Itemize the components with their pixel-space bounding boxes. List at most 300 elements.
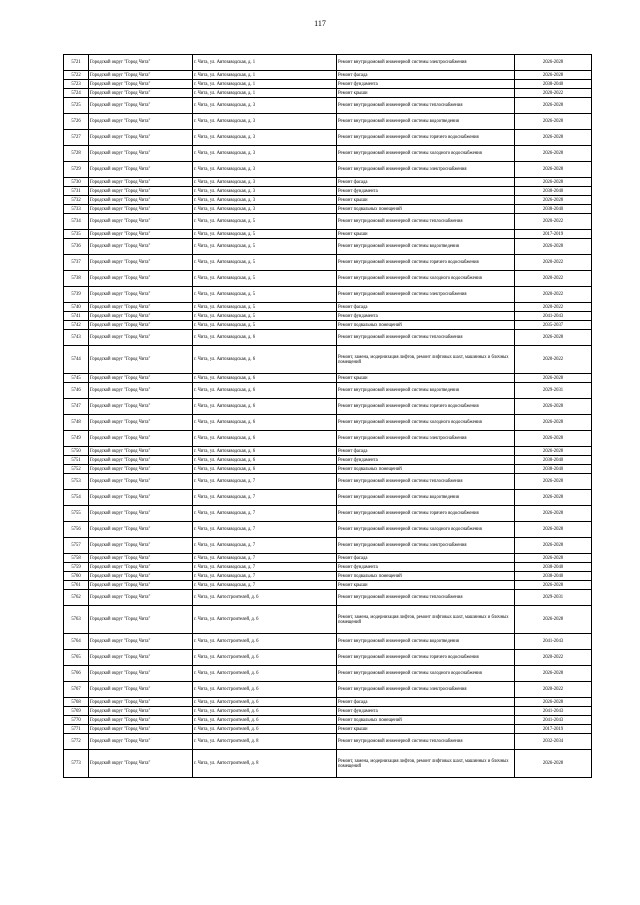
row-number: 5755	[64, 506, 89, 522]
row-number: 5751	[64, 456, 89, 465]
page-number: 117	[314, 19, 326, 28]
address-cell: г. Чита, ул. Автозаводская, д. 6	[193, 415, 337, 431]
period-cell: 2029-2031	[515, 590, 592, 606]
table-row	[64, 506, 592, 522]
municipality-cell: Городской округ "Город Чита"	[89, 522, 193, 538]
period-cell: 2026-2028	[515, 538, 592, 554]
row-number: 5745	[64, 374, 89, 383]
municipality-cell: Городской округ "Город Чита"	[89, 239, 193, 255]
municipality-cell: Городской округ "Город Чита"	[89, 321, 193, 330]
address-cell: г. Чита, ул. Автозаводская, д. 7	[193, 563, 337, 572]
period-cell: 2020-2022	[515, 214, 592, 230]
table-row	[64, 239, 592, 255]
work-type-cell: Ремонт крыши	[337, 725, 515, 734]
address-cell: г. Чита, ул. Автозаводская, д. 3	[193, 205, 337, 214]
work-type-cell: Ремонт внутридомовой инженерной системы горячего водоснабжения	[337, 399, 515, 415]
municipality-cell: Городской округ "Город Чита"	[89, 707, 193, 716]
table-row	[64, 456, 592, 465]
row-number: 5762	[64, 590, 89, 606]
work-type-cell: Ремонт внутридомовой инженерной системы холодного водоснабжения	[337, 415, 515, 431]
row-number: 5733	[64, 205, 89, 214]
row-number: 5725	[64, 98, 89, 114]
period-cell: 2026-2028	[515, 522, 592, 538]
work-type-cell: Ремонт крыши	[337, 89, 515, 98]
address-cell: г. Чита, ул. Автозаводская, д. 5	[193, 303, 337, 312]
row-number: 5749	[64, 431, 89, 447]
municipality-cell: Городской округ "Город Чита"	[89, 303, 193, 312]
address-cell: г. Чита, ул. Автостроителей, д. 6	[193, 707, 337, 716]
period-cell: 2026-2028	[515, 239, 592, 255]
municipality-cell: Городской округ "Город Чита"	[89, 506, 193, 522]
row-number: 5766	[64, 666, 89, 682]
period-cell: 2026-2028	[515, 330, 592, 346]
address-cell: г. Чита, ул. Автозаводская, д. 1	[193, 80, 337, 89]
table-row	[64, 321, 592, 330]
table-row	[64, 98, 592, 114]
period-cell: 2026-2028	[515, 666, 592, 682]
municipality-cell: Городской округ "Город Чита"	[89, 98, 193, 114]
address-cell: г. Чита, ул. Автозаводская, д. 3	[193, 130, 337, 146]
period-cell: 2026-2028	[515, 431, 592, 447]
work-type-cell: Ремонт внутридомовой инженерной системы горячего водоснабжения	[337, 650, 515, 666]
work-type-cell: Ремонт внутридомовой инженерной системы горячего водоснабжения	[337, 130, 515, 146]
work-type-cell: Ремонт внутридомовой инженерной системы водоотведения	[337, 490, 515, 506]
period-cell: 2020-2022	[515, 346, 592, 374]
table-row	[64, 114, 592, 130]
row-number: 5740	[64, 303, 89, 312]
period-cell: 2020-2022	[515, 255, 592, 271]
period-cell: 2038-2040	[515, 563, 592, 572]
table-row	[64, 415, 592, 431]
row-number: 5759	[64, 563, 89, 572]
row-number: 5741	[64, 312, 89, 321]
municipality-cell: Городской округ "Город Чита"	[89, 431, 193, 447]
table-row	[64, 271, 592, 287]
municipality-cell: Городской округ "Город Чита"	[89, 399, 193, 415]
row-number: 5721	[64, 55, 89, 71]
row-number: 5722	[64, 71, 89, 80]
row-number: 5752	[64, 465, 89, 474]
period-cell: 2035-2037	[515, 321, 592, 330]
table-row	[64, 196, 592, 205]
municipality-cell: Городской округ "Город Чита"	[89, 71, 193, 80]
work-type-cell: Ремонт внутридомовой инженерной системы водоотведения	[337, 634, 515, 650]
address-cell: г. Чита, ул. Автозаводская, д. 7	[193, 490, 337, 506]
work-type-cell: Ремонт внутридомовой инженерной системы теплоснабжения	[337, 474, 515, 490]
period-cell: 2026-2028	[515, 146, 592, 162]
address-cell: г. Чита, ул. Автозаводская, д. 5	[193, 255, 337, 271]
table-row	[64, 178, 592, 187]
table-row	[64, 666, 592, 682]
address-cell: г. Чита, ул. Автозаводская, д. 6	[193, 465, 337, 474]
table-row	[64, 287, 592, 303]
table-row	[64, 71, 592, 80]
address-cell: г. Чита, ул. Автозаводская, д. 3	[193, 146, 337, 162]
address-cell: г. Чита, ул. Автозаводская, д. 7	[193, 554, 337, 563]
municipality-cell: Городской округ "Город Чита"	[89, 255, 193, 271]
address-cell: г. Чита, ул. Автозаводская, д. 7	[193, 572, 337, 581]
address-cell: г. Чита, ул. Автозаводская, д. 1	[193, 89, 337, 98]
work-type-cell: Ремонт фундамента	[337, 312, 515, 321]
municipality-cell: Городской округ "Город Чита"	[89, 162, 193, 178]
row-number: 5738	[64, 271, 89, 287]
municipality-cell: Городской округ "Город Чита"	[89, 178, 193, 187]
work-type-cell: Ремонт внутридомовой инженерной системы электроснабжения	[337, 287, 515, 303]
row-number: 5746	[64, 383, 89, 399]
address-cell: г. Чита, ул. Автозаводская, д. 6	[193, 447, 337, 456]
period-cell: 2038-2040	[515, 456, 592, 465]
row-number: 5747	[64, 399, 89, 415]
row-number: 5765	[64, 650, 89, 666]
period-cell: 2041-2043	[515, 716, 592, 725]
period-cell: 2026-2028	[515, 506, 592, 522]
work-type-cell: Ремонт внутридомовой инженерной системы теплоснабжения	[337, 590, 515, 606]
municipality-cell: Городской округ "Город Чита"	[89, 230, 193, 239]
period-cell: 2026-2028	[515, 490, 592, 506]
municipality-cell: Городской округ "Город Чита"	[89, 287, 193, 303]
row-number: 5767	[64, 682, 89, 698]
municipality-cell: Городской округ "Город Чита"	[89, 447, 193, 456]
table-row	[64, 346, 592, 374]
address-cell: г. Чита, ул. Автозаводская, д. 6	[193, 431, 337, 447]
table-row	[64, 634, 592, 650]
table-row	[64, 255, 592, 271]
period-cell: 2026-2028	[515, 606, 592, 634]
row-number: 5763	[64, 606, 89, 634]
address-cell: г. Чита, ул. Автостроителей, д. 6	[193, 634, 337, 650]
address-cell: г. Чита, ул. Автозаводская, д. 3	[193, 178, 337, 187]
row-number: 5770	[64, 716, 89, 725]
period-cell: 2038-2040	[515, 465, 592, 474]
address-cell: г. Чита, ул. Автозаводская, д. 5	[193, 271, 337, 287]
municipality-cell: Городской округ "Город Чита"	[89, 554, 193, 563]
work-type-cell: Ремонт внутридомовой инженерной системы теплоснабжения	[337, 98, 515, 114]
table-row	[64, 55, 592, 71]
work-type-cell: Ремонт внутридомовой инженерной системы электроснабжения	[337, 55, 515, 71]
period-cell: 2017-2019	[515, 230, 592, 239]
period-cell: 2026-2028	[515, 114, 592, 130]
address-cell: г. Чита, ул. Автозаводская, д. 6	[193, 383, 337, 399]
municipality-cell: Городской округ "Город Чита"	[89, 271, 193, 287]
table-row	[64, 312, 592, 321]
row-number: 5750	[64, 447, 89, 456]
municipality-cell: Городской округ "Город Чита"	[89, 89, 193, 98]
row-number: 5734	[64, 214, 89, 230]
municipality-cell: Городской округ "Город Чита"	[89, 716, 193, 725]
row-number: 5761	[64, 581, 89, 590]
work-type-cell: Ремонт подвальных помещений	[337, 716, 515, 725]
work-type-cell: Ремонт фундамента	[337, 563, 515, 572]
table-row	[64, 205, 592, 214]
table-row	[64, 698, 592, 707]
row-number: 5773	[64, 750, 89, 778]
work-type-cell: Ремонт крыши	[337, 581, 515, 590]
works-table	[63, 54, 592, 778]
row-number: 5743	[64, 330, 89, 346]
table-row	[64, 130, 592, 146]
address-cell: г. Чита, ул. Автозаводская, д. 7	[193, 506, 337, 522]
period-cell: 2029-2031	[515, 383, 592, 399]
work-type-cell: Ремонт, замена, модернизация лифтов, ремонт лифтовых шахт, машинных и блочных помещений	[337, 606, 515, 634]
table-row	[64, 146, 592, 162]
row-number: 5757	[64, 538, 89, 554]
table-row	[64, 374, 592, 383]
municipality-cell: Городской округ "Город Чита"	[89, 682, 193, 698]
address-cell: г. Чита, ул. Автостроителей, д. 6	[193, 716, 337, 725]
period-cell: 2020-2022	[515, 303, 592, 312]
work-type-cell: Ремонт внутридомовой инженерной системы теплоснабжения	[337, 330, 515, 346]
address-cell: г. Чита, ул. Автозаводская, д. 1	[193, 55, 337, 71]
row-number: 5769	[64, 707, 89, 716]
municipality-cell: Городской округ "Город Чита"	[89, 383, 193, 399]
period-cell: 2020-2022	[515, 271, 592, 287]
work-type-cell: Ремонт фасада	[337, 178, 515, 187]
table-row	[64, 734, 592, 750]
period-cell: 2017-2019	[515, 725, 592, 734]
municipality-cell: Городской округ "Город Чита"	[89, 465, 193, 474]
work-type-cell: Ремонт, замена, модернизация лифтов, ремонт лифтовых шахт, машинных и блочных помещений	[337, 346, 515, 374]
municipality-cell: Городской округ "Город Чита"	[89, 415, 193, 431]
address-cell: г. Чита, ул. Автозаводская, д. 6	[193, 330, 337, 346]
address-cell: г. Чита, ул. Автостроителей, д. 6	[193, 666, 337, 682]
table-row	[64, 187, 592, 196]
address-cell: г. Чита, ул. Автозаводская, д. 7	[193, 522, 337, 538]
address-cell: г. Чита, ул. Автозаводская, д. 1	[193, 71, 337, 80]
address-cell: г. Чита, ул. Автозаводская, д. 3	[193, 196, 337, 205]
work-type-cell: Ремонт внутридомовой инженерной системы электроснабжения	[337, 538, 515, 554]
work-type-cell: Ремонт внутридомовой инженерной системы горячего водоснабжения	[337, 506, 515, 522]
address-cell: г. Чита, ул. Автозаводская, д. 5	[193, 287, 337, 303]
municipality-cell: Городской округ "Город Чита"	[89, 474, 193, 490]
table-row	[64, 89, 592, 98]
row-number: 5756	[64, 522, 89, 538]
work-type-cell: Ремонт внутридомовой инженерной системы водоотведения	[337, 239, 515, 255]
row-number: 5744	[64, 346, 89, 374]
municipality-cell: Городской округ "Город Чита"	[89, 606, 193, 634]
work-type-cell: Ремонт внутридомовой инженерной системы холодного водоснабжения	[337, 666, 515, 682]
table-row	[64, 162, 592, 178]
municipality-cell: Городской округ "Город Чита"	[89, 650, 193, 666]
address-cell: г. Чита, ул. Автостроителей, д. 8	[193, 734, 337, 750]
table-row	[64, 80, 592, 89]
table-row	[64, 431, 592, 447]
row-number: 5729	[64, 162, 89, 178]
municipality-cell: Городской округ "Город Чита"	[89, 734, 193, 750]
period-cell: 2020-2022	[515, 287, 592, 303]
municipality-cell: Городской округ "Город Чита"	[89, 581, 193, 590]
table-row	[64, 563, 592, 572]
municipality-cell: Городской округ "Город Чита"	[89, 214, 193, 230]
table-row	[64, 572, 592, 581]
row-number: 5726	[64, 114, 89, 130]
row-number: 5771	[64, 725, 89, 734]
table-row	[64, 447, 592, 456]
table-row	[64, 303, 592, 312]
work-type-cell: Ремонт подвальных помещений	[337, 205, 515, 214]
address-cell: г. Чита, ул. Автозаводская, д. 5	[193, 312, 337, 321]
municipality-cell: Городской округ "Город Чита"	[89, 312, 193, 321]
row-number: 5758	[64, 554, 89, 563]
work-type-cell: Ремонт внутридомовой инженерной системы электроснабжения	[337, 682, 515, 698]
work-type-cell: Ремонт фундамента	[337, 80, 515, 89]
address-cell: г. Чита, ул. Автозаводская, д. 6	[193, 456, 337, 465]
work-type-cell: Ремонт подвальных помещений	[337, 465, 515, 474]
table-row	[64, 330, 592, 346]
work-type-cell: Ремонт фасада	[337, 71, 515, 80]
period-cell: 2026-2028	[515, 178, 592, 187]
period-cell: 2026-2028	[515, 750, 592, 778]
work-type-cell: Ремонт фасада	[337, 447, 515, 456]
row-number: 5728	[64, 146, 89, 162]
period-cell: 2026-2028	[515, 474, 592, 490]
period-cell: 2026-2028	[515, 698, 592, 707]
address-cell: г. Чита, ул. Автозаводская, д. 5	[193, 214, 337, 230]
municipality-cell: Городской округ "Город Чита"	[89, 130, 193, 146]
municipality-cell: Городской округ "Город Чита"	[89, 563, 193, 572]
table-row	[64, 554, 592, 563]
work-type-cell: Ремонт внутридомовой инженерной системы холодного водоснабжения	[337, 271, 515, 287]
municipality-cell: Городской округ "Город Чита"	[89, 346, 193, 374]
work-type-cell: Ремонт внутридомовой инженерной системы теплоснабжения	[337, 734, 515, 750]
table-row	[64, 581, 592, 590]
municipality-cell: Городской округ "Город Чита"	[89, 374, 193, 383]
period-cell: 2026-2028	[515, 399, 592, 415]
work-type-cell: Ремонт внутридомовой инженерной системы горячего водоснабжения	[337, 255, 515, 271]
municipality-cell: Городской округ "Город Чита"	[89, 114, 193, 130]
table-row	[64, 725, 592, 734]
row-number: 5735	[64, 230, 89, 239]
table-row	[64, 230, 592, 239]
period-cell: 2041-2043	[515, 634, 592, 650]
table-row	[64, 474, 592, 490]
address-cell: г. Чита, ул. Автозаводская, д. 7	[193, 538, 337, 554]
address-cell: г. Чита, ул. Автозаводская, д. 3	[193, 187, 337, 196]
address-cell: г. Чита, ул. Автозаводская, д. 7	[193, 474, 337, 490]
period-cell: 2038-2040	[515, 187, 592, 196]
work-type-cell: Ремонт крыши	[337, 374, 515, 383]
row-number: 5742	[64, 321, 89, 330]
table-row	[64, 590, 592, 606]
address-cell: г. Чита, ул. Автозаводская, д. 5	[193, 321, 337, 330]
municipality-cell: Городской округ "Город Чита"	[89, 634, 193, 650]
period-cell: 2020-2022	[515, 650, 592, 666]
municipality-cell: Городской округ "Город Чита"	[89, 55, 193, 71]
municipality-cell: Городской округ "Город Чита"	[89, 196, 193, 205]
period-cell: 2038-2040	[515, 572, 592, 581]
address-cell: г. Чита, ул. Автостроителей, д. 6	[193, 606, 337, 634]
work-type-cell: Ремонт крыши	[337, 196, 515, 205]
municipality-cell: Городской округ "Город Чита"	[89, 590, 193, 606]
period-cell: 2032-2034	[515, 734, 592, 750]
municipality-cell: Городской округ "Город Чита"	[89, 330, 193, 346]
municipality-cell: Городской округ "Город Чита"	[89, 572, 193, 581]
address-cell: г. Чита, ул. Автозаводская, д. 3	[193, 98, 337, 114]
period-cell: 2026-2028	[515, 581, 592, 590]
address-cell: г. Чита, ул. Автозаводская, д. 5	[193, 230, 337, 239]
period-cell: 2038-2040	[515, 80, 592, 89]
period-cell: 2041-2043	[515, 707, 592, 716]
row-number: 5731	[64, 187, 89, 196]
address-cell: г. Чита, ул. Автостроителей, д. 6	[193, 682, 337, 698]
period-cell: 2026-2028	[515, 374, 592, 383]
address-cell: г. Чита, ул. Автозаводская, д. 6	[193, 374, 337, 383]
municipality-cell: Городской округ "Город Чита"	[89, 725, 193, 734]
table-row	[64, 383, 592, 399]
work-type-cell: Ремонт фасада	[337, 698, 515, 707]
address-cell: г. Чита, ул. Автозаводская, д. 3	[193, 162, 337, 178]
period-cell: 2026-2028	[515, 130, 592, 146]
work-type-cell: Ремонт фундамента	[337, 187, 515, 196]
table-row	[64, 707, 592, 716]
work-type-cell: Ремонт крыши	[337, 230, 515, 239]
work-type-cell: Ремонт фундамента	[337, 707, 515, 716]
municipality-cell: Городской округ "Город Чита"	[89, 146, 193, 162]
table-row	[64, 214, 592, 230]
table-row	[64, 606, 592, 634]
table-row	[64, 399, 592, 415]
period-cell: 2020-2022	[515, 682, 592, 698]
work-type-cell: Ремонт фундамента	[337, 456, 515, 465]
work-type-cell: Ремонт внутридомовой инженерной системы электроснабжения	[337, 431, 515, 447]
municipality-cell: Городской округ "Город Чита"	[89, 666, 193, 682]
address-cell: г. Чита, ул. Автостроителей, д. 6	[193, 698, 337, 707]
table-row	[64, 716, 592, 725]
period-cell: 2026-2028	[515, 447, 592, 456]
work-type-cell: Ремонт фасада	[337, 303, 515, 312]
municipality-cell: Городской округ "Город Чита"	[89, 750, 193, 778]
period-cell: 2020-2022	[515, 89, 592, 98]
period-cell: 2026-2028	[515, 415, 592, 431]
work-type-cell: Ремонт фасада	[337, 554, 515, 563]
row-number: 5739	[64, 287, 89, 303]
period-cell: 2026-2028	[515, 98, 592, 114]
period-cell: 2041-2043	[515, 312, 592, 321]
work-type-cell: Ремонт внутридомовой инженерной системы теплоснабжения	[337, 214, 515, 230]
period-cell: 2026-2028	[515, 554, 592, 563]
table-row	[64, 538, 592, 554]
row-number: 5772	[64, 734, 89, 750]
row-number: 5727	[64, 130, 89, 146]
address-cell: г. Чита, ул. Автозаводская, д. 6	[193, 399, 337, 415]
work-type-cell: Ремонт внутридомовой инженерной системы холодного водоснабжения	[337, 146, 515, 162]
row-number: 5753	[64, 474, 89, 490]
municipality-cell: Городской округ "Город Чита"	[89, 698, 193, 707]
period-cell: 2026-2028	[515, 71, 592, 80]
municipality-cell: Городской округ "Город Чита"	[89, 205, 193, 214]
municipality-cell: Городской округ "Город Чита"	[89, 490, 193, 506]
address-cell: г. Чита, ул. Автостроителей, д. 8	[193, 750, 337, 778]
address-cell: г. Чита, ул. Автозаводская, д. 7	[193, 581, 337, 590]
work-type-cell: Ремонт внутридомовой инженерной системы холодного водоснабжения	[337, 522, 515, 538]
work-type-cell: Ремонт подвальных помещений	[337, 321, 515, 330]
address-cell: г. Чита, ул. Автостроителей, д. 6	[193, 650, 337, 666]
table-row	[64, 522, 592, 538]
table-row	[64, 650, 592, 666]
row-number: 5737	[64, 255, 89, 271]
row-number: 5754	[64, 490, 89, 506]
address-cell: г. Чита, ул. Автостроителей, д. 6	[193, 725, 337, 734]
row-number: 5764	[64, 634, 89, 650]
row-number: 5732	[64, 196, 89, 205]
works-table-body	[64, 55, 592, 778]
work-type-cell: Ремонт внутридомовой инженерной системы электроснабжения	[337, 162, 515, 178]
municipality-cell: Городской округ "Город Чита"	[89, 456, 193, 465]
row-number: 5760	[64, 572, 89, 581]
municipality-cell: Городской округ "Город Чита"	[89, 80, 193, 89]
row-number: 5724	[64, 89, 89, 98]
work-type-cell: Ремонт подвальных помещений	[337, 572, 515, 581]
period-cell: 2026-2028	[515, 196, 592, 205]
